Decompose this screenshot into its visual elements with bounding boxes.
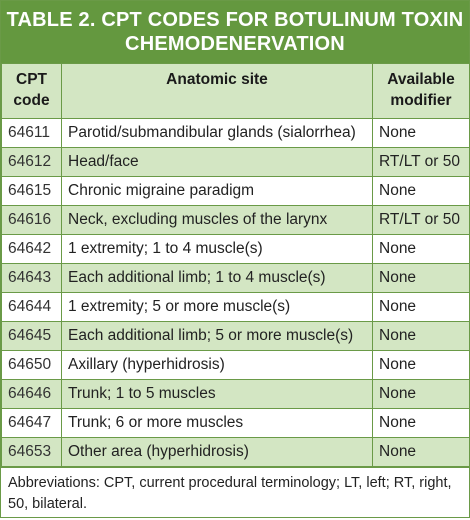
table-row xyxy=(2,206,470,235)
cpt-code-cell: 64646 xyxy=(2,380,62,409)
header-cpt-code xyxy=(2,64,62,119)
modifier-cell: RT/LT or 50 xyxy=(373,148,470,177)
table-title-line-2: CHEMODENERVATION xyxy=(125,33,345,55)
header-cpt-code-line-1: CPT xyxy=(16,71,47,88)
anatomic-site-cell: Trunk; 1 to 5 muscles xyxy=(62,380,373,409)
modifier-cell: None xyxy=(373,119,470,148)
anatomic-site-cell: 1 extremity; 5 or more muscle(s) xyxy=(62,293,373,322)
table-title-line-1: TABLE 2. CPT CODES FOR BOTULINUM TOXIN xyxy=(6,9,464,31)
table-row xyxy=(2,264,470,293)
cpt-code-cell: 64615 xyxy=(2,177,62,206)
anatomic-site-cell: Chronic migraine paradigm xyxy=(62,177,373,206)
anatomic-site-cell: Trunk; 6 or more muscles xyxy=(62,409,373,438)
anatomic-site-cell: Each additional limb; 5 or more muscle(s) xyxy=(62,322,373,351)
modifier-cell: None xyxy=(373,438,470,467)
anatomic-site-cell: Each additional limb; 1 to 4 muscle(s) xyxy=(62,264,373,293)
table-title xyxy=(1,1,469,63)
header-cpt-code-line-2: code xyxy=(13,92,50,109)
anatomic-site-cell: Axillary (hyperhidrosis) xyxy=(62,351,373,380)
anatomic-site-cell: Parotid/submandibular glands (sialorrhea) xyxy=(62,119,373,148)
table-row xyxy=(2,351,470,380)
header-anatomic-site: Anatomic site xyxy=(62,64,373,119)
cpt-code-cell: 64644 xyxy=(2,293,62,322)
cpt-code-cell: 64647 xyxy=(2,409,62,438)
table-header-row xyxy=(2,64,470,119)
modifier-cell: None xyxy=(373,380,470,409)
modifier-cell: None xyxy=(373,177,470,206)
table-row xyxy=(2,380,470,409)
header-available-modifier xyxy=(373,64,470,119)
cpt-code-cell: 64616 xyxy=(2,206,62,235)
modifier-cell: None xyxy=(373,351,470,380)
header-modifier-line-1: Available xyxy=(387,71,455,88)
anatomic-site-cell: Other area (hyperhidrosis) xyxy=(62,438,373,467)
modifier-cell: RT/LT or 50 xyxy=(373,206,470,235)
modifier-cell: None xyxy=(373,409,470,438)
anatomic-site-cell: 1 extremity; 1 to 4 muscle(s) xyxy=(62,235,373,264)
table-row xyxy=(2,409,470,438)
table-row xyxy=(2,322,470,351)
modifier-cell: None xyxy=(373,235,470,264)
modifier-cell: None xyxy=(373,322,470,351)
cpt-code-cell: 64612 xyxy=(2,148,62,177)
cpt-code-cell: 64643 xyxy=(2,264,62,293)
modifier-cell: None xyxy=(373,293,470,322)
table-row xyxy=(2,119,470,148)
cpt-code-cell: 64650 xyxy=(2,351,62,380)
cpt-code-cell: 64653 xyxy=(2,438,62,467)
table-row xyxy=(2,438,470,467)
table-row xyxy=(2,293,470,322)
table-row xyxy=(2,148,470,177)
anatomic-site-cell: Head/face xyxy=(62,148,373,177)
anatomic-site-cell: Neck, excluding muscles of the larynx xyxy=(62,206,373,235)
abbreviations-footnote: Abbreviations: CPT, current procedural terminology; LT, left; RT, right, 50, bilateral. xyxy=(1,467,469,520)
header-modifier-line-2: modifier xyxy=(390,92,452,109)
table-row xyxy=(2,235,470,264)
cpt-code-cell: 64611 xyxy=(2,119,62,148)
cpt-code-cell: 64642 xyxy=(2,235,62,264)
cpt-codes-table xyxy=(1,63,470,467)
cpt-code-cell: 64645 xyxy=(2,322,62,351)
table-row xyxy=(2,177,470,206)
modifier-cell: None xyxy=(373,264,470,293)
